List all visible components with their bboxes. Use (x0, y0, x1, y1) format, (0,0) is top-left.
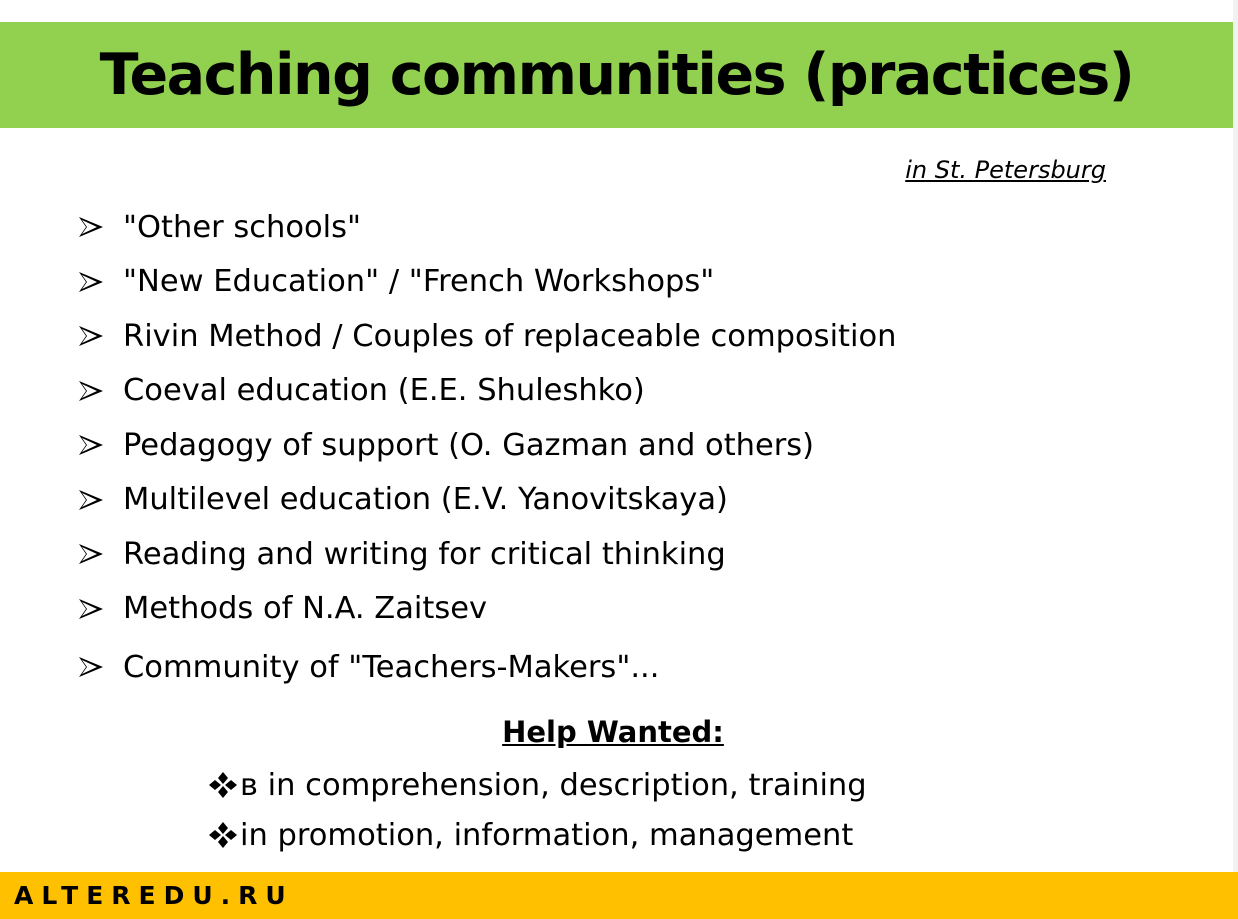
list-item (78, 473, 896, 528)
arrow-bullet-icon (78, 543, 123, 565)
help-item-text: in promotion, information, management (240, 817, 854, 853)
slide-title: Teaching communities (practices) (99, 42, 1134, 108)
arrow-bullet-icon (78, 434, 123, 456)
arrow-bullet-icon (78, 656, 123, 678)
footer-bar (0, 872, 1238, 919)
list-item-text: "New Education" / "French Workshops" (123, 264, 715, 300)
help-item (208, 810, 867, 860)
list-item (78, 640, 896, 695)
arrow-bullet-icon (78, 489, 123, 511)
help-item (208, 760, 867, 810)
list-item (78, 582, 896, 637)
title-bar (0, 22, 1233, 128)
list-item (78, 255, 896, 310)
list-item-text: Multilevel education (E.V. Yanovitskaya) (123, 482, 728, 518)
list-item-text: Pedagogy of support (O. Gazman and others) (123, 427, 815, 463)
practices-list (78, 200, 896, 695)
list-item (78, 527, 896, 582)
list-item-text: Community of "Teachers-Makers"... (123, 649, 660, 685)
arrow-bullet-icon (78, 325, 123, 347)
list-item (78, 200, 896, 255)
arrow-bullet-icon (78, 380, 123, 402)
help-item-text: в in comprehension, description, training (240, 767, 867, 803)
four-diamond-icon (208, 771, 240, 799)
subtitle-location: in St. Petersburg (905, 156, 1106, 184)
arrow-bullet-icon (78, 271, 123, 293)
list-item (78, 364, 896, 419)
four-diamond-icon (208, 821, 240, 849)
help-wanted-list (208, 760, 867, 860)
list-item-text: Rivin Method / Couples of replaceable composition (123, 318, 897, 354)
top-margin (0, 0, 1238, 22)
arrow-bullet-icon (78, 216, 123, 238)
arrow-bullet-icon (78, 598, 123, 620)
list-item-text: Methods of N.A. Zaitsev (123, 591, 488, 627)
help-wanted-heading: Help Wanted: (502, 715, 724, 749)
right-edge (1233, 0, 1238, 919)
footer-site-name: ALTEREDU.RU (14, 881, 294, 910)
list-item (78, 418, 896, 473)
list-item-text: Coeval education (E.E. Shuleshko) (123, 373, 645, 409)
list-item-text: "Other schools" (123, 209, 362, 245)
list-item (78, 309, 896, 364)
list-item-text: Reading and writing for critical thinking (123, 536, 726, 572)
